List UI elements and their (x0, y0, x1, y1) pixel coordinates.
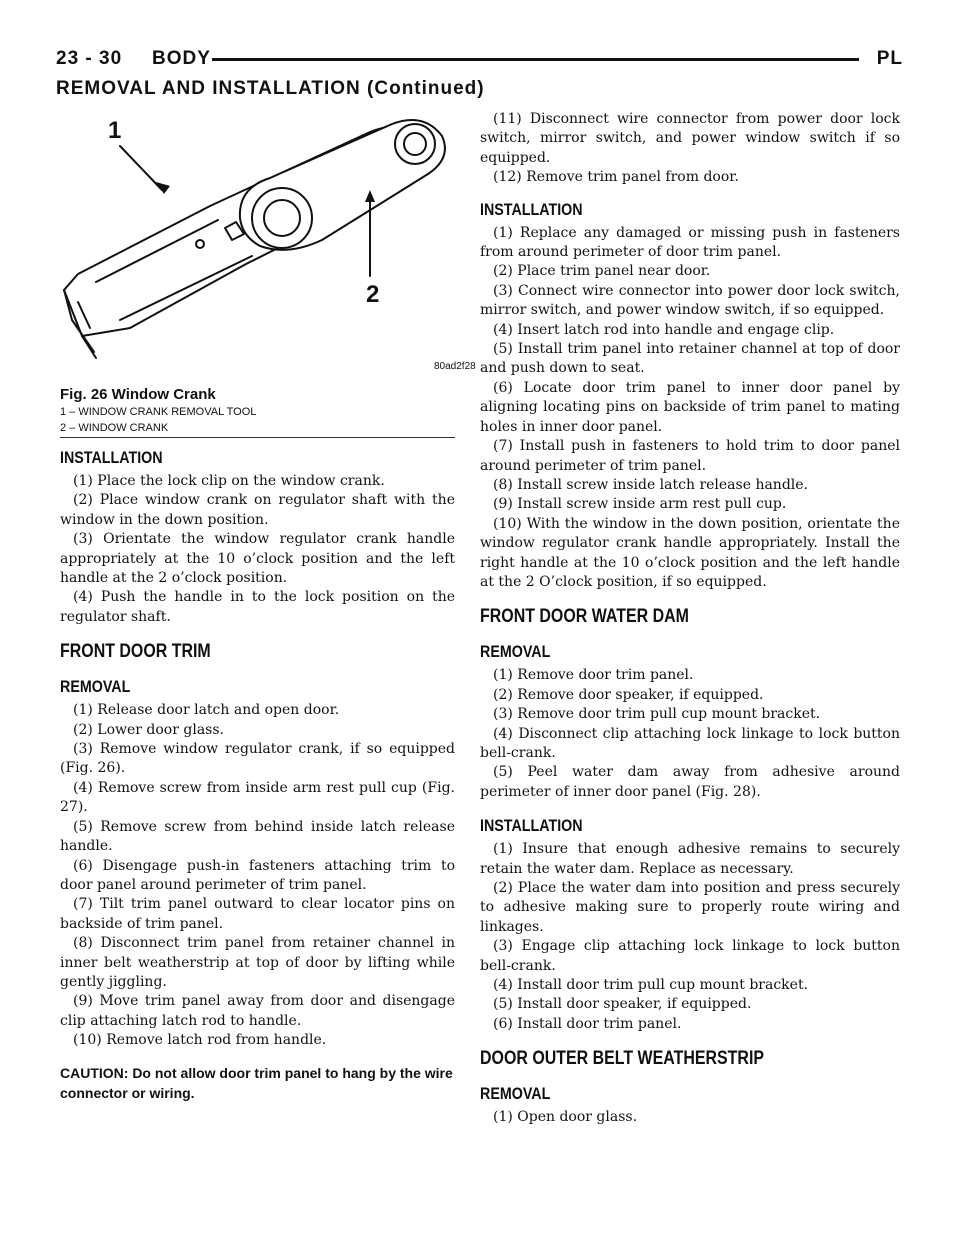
page-number: 23 - 30 (56, 48, 123, 69)
header-rule (212, 58, 859, 61)
step: (2) Remove door speaker, if equipped. (493, 686, 764, 703)
step: (10) Remove latch rod from handle. (73, 1032, 327, 1049)
step: (5) Peel water dam away from adhesive around perimeter of inner door panel (Fig. 28). (480, 764, 900, 800)
step: (1) Remove door trim panel. (493, 667, 694, 684)
step: (4) Install door trim pull cup mount bracket. (493, 977, 809, 994)
continued-heading: REMOVAL AND INSTALLATION (Continued) (56, 78, 485, 99)
front-door-trim-heading: FRONT DOOR TRIM (60, 641, 211, 663)
water-dam-installation-steps (480, 840, 900, 1034)
removal-heading: REMOVAL (60, 677, 131, 697)
step: (9) Move trim panel away from door and disengage clip attaching latch rod to handle. (60, 993, 455, 1029)
step: (2) Place trim panel near door. (493, 263, 711, 280)
belt-removal-steps (480, 1108, 900, 1127)
step: (6) Install door trim panel. (493, 1015, 682, 1032)
left-column (60, 106, 476, 1103)
figure-26 (60, 106, 476, 436)
step: (1) Open door glass. (493, 1109, 638, 1126)
caution-note: CAUTION: Do not allow door trim panel to hang by the wire connector or wiring. (60, 1064, 453, 1101)
removal-steps (60, 701, 455, 1050)
belt-removal-heading: REMOVAL (480, 1084, 551, 1104)
callout-2: 2 (366, 281, 380, 308)
step: (4) Insert latch rod into handle and engage clip. (493, 321, 835, 338)
step: (1) Place the lock clip on the window crank. (73, 473, 385, 489)
step: (2) Place the water dam into position and press securely to adhesive making sure to properly route wiring and linkages. (480, 880, 900, 935)
legend-item: 2 – WINDOW CRANK (60, 422, 169, 434)
figure-code: 80ad2f28 (434, 361, 476, 372)
step: (5) Remove screw from behind inside latch release handle. (60, 818, 455, 855)
water-dam-installation-heading: INSTALLATION (480, 816, 583, 836)
step: (4) Remove screw from inside arm rest pull cup (Fig. 27). (60, 779, 455, 816)
step: (3) Remove door trim pull cup mount bracket. (493, 706, 821, 723)
step: (5) Install door speaker, if equipped. (493, 996, 752, 1013)
step: (12) Remove trim panel from door. (493, 169, 739, 186)
page-header (56, 48, 903, 72)
right-column (480, 110, 900, 1128)
belt-weatherstrip-heading: DOOR OUTER BELT WEATHERSTRIP (480, 1048, 765, 1070)
water-dam-removal-steps (480, 666, 900, 802)
step: (3) Connect wire connector into power door lock switch, mirror switch, and power window switch, if so equipped. (480, 282, 900, 319)
water-dam-heading: FRONT DOOR WATER DAM (480, 606, 689, 628)
step: (3) Orientate the window regulator crank handle appropriately at the 10 o’clock position and the left handle at the 2 o’clock position. (60, 531, 455, 587)
step: (2) Lower door glass. (73, 721, 224, 738)
step: (6) Locate door trim panel to inner door panel by aligning locating pins on backside of trim panel to mating holes in inner door panel. (480, 379, 900, 435)
step: (1) Insure that enough adhesive remains to securely retain the water dam. Replace as necessary. (480, 841, 900, 877)
step: (8) Install screw inside latch release handle. (493, 476, 808, 493)
step: (4) Push the handle in to the lock position on the regulator shaft. (60, 589, 455, 625)
step: (3) Remove window regulator crank, if so equipped (Fig. 26). (60, 741, 455, 777)
section-title: BODY (152, 48, 211, 69)
window-crank-illustration (60, 106, 455, 386)
step: (9) Install screw inside arm rest pull cup. (493, 496, 787, 513)
step: (7) Install push in fasteners to hold trim to door panel around perimeter of trim panel. (480, 438, 900, 474)
step: (5) Install trim panel into retainer channel at top of door and push down to seat. (480, 341, 900, 377)
step: (8) Disconnect trim panel from retainer channel in inner belt weatherstrip at top of door by lifting while gently jiggling. (60, 935, 455, 990)
step: (6) Disengage push-in fasteners attaching trim to door panel around perimeter of trim panel. (60, 857, 455, 893)
step: (2) Place window crank on regulator shaft with the window in the down position. (60, 492, 455, 528)
installation-steps (480, 224, 900, 593)
removal-continued-steps (480, 110, 900, 188)
legend-item: 1 – WINDOW CRANK REMOVAL TOOL (60, 406, 257, 418)
step: (11) Disconnect wire connector from power door lock switch, mirror switch, and power window switch if so equipped. (480, 111, 900, 166)
installation-heading: INSTALLATION (480, 199, 583, 219)
step: (1) Release door latch and open door. (73, 702, 340, 719)
model-code: PL (876, 48, 903, 69)
step: (10) With the window in the down position, orientate the window regulator crank handle appropriately. Install the right handle at the 10 o’clock position and the left handle at the 2 O’clock position, if so equipped. (480, 515, 900, 590)
step: (1) Replace any damaged or missing push in fasteners from around perimeter of door trim panel. (480, 224, 900, 261)
installation-steps (60, 472, 455, 627)
step: (7) Tilt trim panel outward to clear locator pins on backside of trim panel. (60, 896, 455, 932)
step: (3) Engage clip attaching lock linkage to lock button bell-crank. (480, 938, 900, 974)
step: (4) Disconnect clip attaching lock linkage to lock button bell-crank. (480, 725, 900, 761)
figure-title: Fig. 26 Window Crank (60, 386, 216, 403)
callout-1: 1 (108, 117, 122, 144)
water-dam-removal-heading: REMOVAL (480, 642, 551, 662)
installation-heading: INSTALLATION (60, 448, 163, 467)
figure-rule (60, 437, 455, 438)
